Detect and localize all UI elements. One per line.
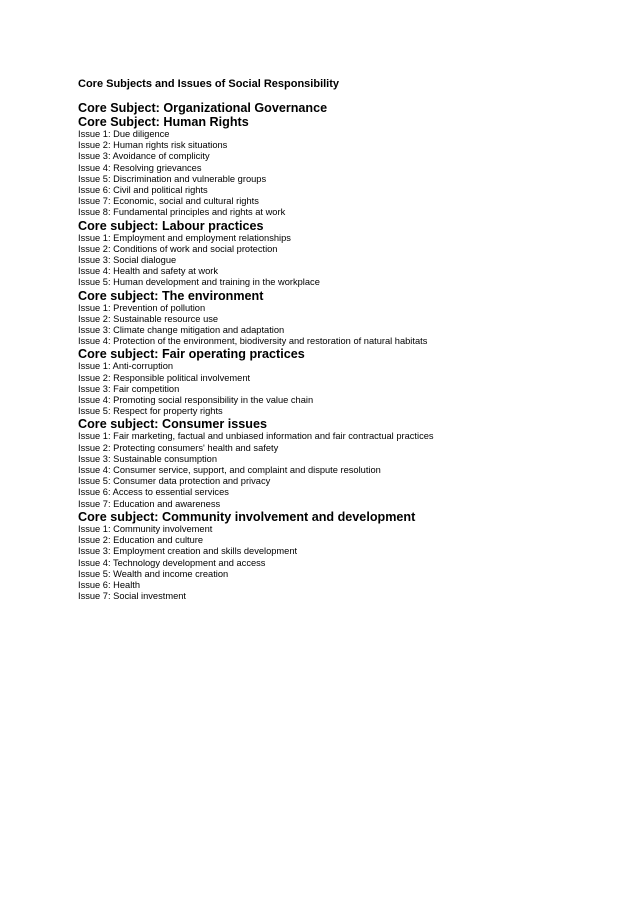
issue-item: Issue 5: Discrimination and vulnerable groups <box>78 173 267 184</box>
core-subject-section <box>78 219 618 289</box>
issue-item: Issue 4: Promoting social responsibility in the value chain <box>78 395 314 406</box>
issue-item: Issue 1: Anti-corruption <box>78 361 174 372</box>
core-subject-section <box>78 289 618 348</box>
issue-item: Issue 1: Employment and employment relationships <box>78 232 291 243</box>
core-subject-heading: Core subject: Consumer issues <box>78 417 267 432</box>
issue-item: Issue 3: Climate change mitigation and adaptation <box>78 325 285 336</box>
issue-item: Issue 1: Community involvement <box>78 523 213 534</box>
issue-item: Issue 1: Prevention of pollution <box>78 302 206 313</box>
core-subject-section <box>78 115 618 219</box>
issue-item: Issue 5: Consumer data protection and privacy <box>78 476 271 487</box>
issue-item: Issue 4: Consumer service, support, and complaint and dispute resolution <box>78 465 381 476</box>
issue-item: Issue 2: Protecting consumers' health and safety <box>78 442 279 453</box>
issue-item: Issue 3: Fair competition <box>78 383 180 394</box>
issue-item: Issue 6: Health <box>78 579 141 590</box>
issue-item: Issue 4: Health and safety at work <box>78 266 219 277</box>
issue-item: Issue 2: Human rights risk situations <box>78 140 228 151</box>
core-subject-heading: Core subject: Fair operating practices <box>78 347 305 362</box>
issue-item: Issue 1: Fair marketing, factual and unbiased information and fair contractual practices <box>78 431 434 442</box>
issue-item: Issue 2: Sustainable resource use <box>78 313 219 324</box>
core-subject-section <box>78 347 618 417</box>
issue-item: Issue 5: Respect for property rights <box>78 406 223 417</box>
issue-item: Issue 3: Social dialogue <box>78 255 177 266</box>
issue-item: Issue 7: Education and awareness <box>78 498 221 509</box>
issue-item: Issue 4: Resolving grievances <box>78 162 202 173</box>
core-subject-heading: Core Subject: Human Rights <box>78 115 249 129</box>
core-subjects-list <box>78 101 618 602</box>
core-subject-heading: Core Subject: Organizational Governance <box>78 101 328 115</box>
issue-item: Issue 5: Human development and training in the workplace <box>78 277 320 288</box>
issue-item: Issue 7: Economic, social and cultural rights <box>78 196 259 207</box>
core-subject-section <box>78 101 618 115</box>
core-subject-heading: Core subject: Community involvement and development <box>78 509 416 524</box>
issue-item: Issue 3: Avoidance of complicity <box>78 151 210 162</box>
issue-item: Issue 4: Technology development and access <box>78 557 266 568</box>
core-subject-section <box>78 417 618 509</box>
issue-item: Issue 6: Civil and political rights <box>78 185 208 196</box>
issue-item: Issue 3: Employment creation and skills development <box>78 546 298 557</box>
core-subject-section <box>78 510 618 602</box>
issue-item: Issue 3: Sustainable consumption <box>78 453 218 464</box>
core-subject-heading: Core subject: Labour practices <box>78 218 264 233</box>
document-content <box>78 77 618 602</box>
issue-item: Issue 2: Responsible political involvement <box>78 372 251 383</box>
core-subject-heading: Core subject: The environment <box>78 288 264 303</box>
issue-item: Issue 1: Due diligence <box>78 129 170 139</box>
issue-item: Issue 5: Wealth and income creation <box>78 568 229 579</box>
issue-item: Issue 2: Conditions of work and social protection <box>78 243 278 254</box>
issue-item: Issue 6: Access to essential services <box>78 487 229 498</box>
issue-item: Issue 2: Education and culture <box>78 535 204 546</box>
document-title: Core Subjects and Issues of Social Responsibility <box>78 78 340 90</box>
issue-item: Issue 8: Fundamental principles and rights at work <box>78 207 286 218</box>
issue-item: Issue 7: Social investment <box>78 591 186 602</box>
issue-item: Issue 4: Protection of the environment, biodiversity and restoration of natural habitats <box>78 336 428 347</box>
